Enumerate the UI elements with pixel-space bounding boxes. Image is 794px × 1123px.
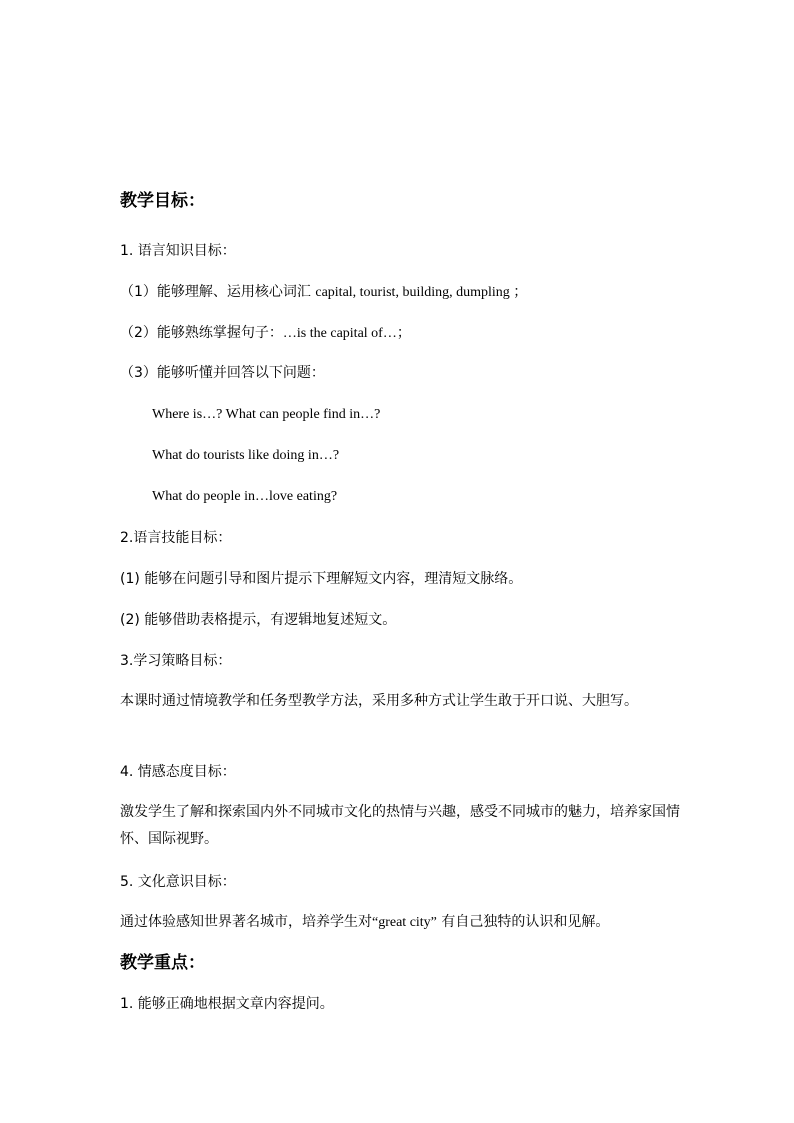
section3-title: 3.学习策略目标： [120,653,232,669]
section5-text-suffix: 有自己独特的认识和见解。 [436,914,610,930]
question-1: Where is…? What can people find in…? [152,407,381,422]
section1-item2-prefix: （2）能够熟练掌握句子： [120,325,283,341]
focus-item1: 1. 能够正确地根据文章内容提问。 [120,996,334,1012]
heading-teaching-focus: 教学重点： [120,953,205,973]
question-3: What do people in…love eating? [152,489,338,504]
section1-item2 [120,324,411,343]
question-2: What do tourists like doing in…? [152,448,340,463]
section5-text [120,913,609,932]
section4-text: 激发学生了解和探索国内外不同城市文化的热情与兴趣，感受不同城市的魅力，培养家国情怀、国际视野。 [120,804,680,847]
section2-item1: (1) 能够在问题引导和图片提示下理解短文内容，理清短文脉络。 [120,571,523,587]
section1-title: 1. 语言知识目标： [120,243,236,259]
section3-text: 本课时通过情境教学和任务型教学方法，采用多种方式让学生敢于开口说、大胆写。 [120,693,638,709]
section5-text-quote: “great city” [372,915,437,930]
section1-item3: （3）能够听懂并回答以下问题： [120,365,325,381]
section5-text-prefix: 通过体验感知世界著名城市，培养学生对 [120,914,372,930]
section2-title: 2.语言技能目标： [120,530,232,546]
section1-item2-sentence: …is the capital of…； [282,326,411,341]
section1-item1-words: capital, tourist, building, dumpling ； [315,285,528,300]
section1-item1 [120,283,527,302]
heading-teaching-objectives: 教学目标： [120,191,205,211]
section2-item2: (2) 能够借助表格提示，有逻辑地复述短文。 [120,612,397,628]
section1-item1-prefix: （1）能够理解、运用核心词汇 [120,284,316,300]
section5-title: 5. 文化意识目标： [120,874,236,890]
section4-title: 4. 情感态度目标： [120,764,236,780]
